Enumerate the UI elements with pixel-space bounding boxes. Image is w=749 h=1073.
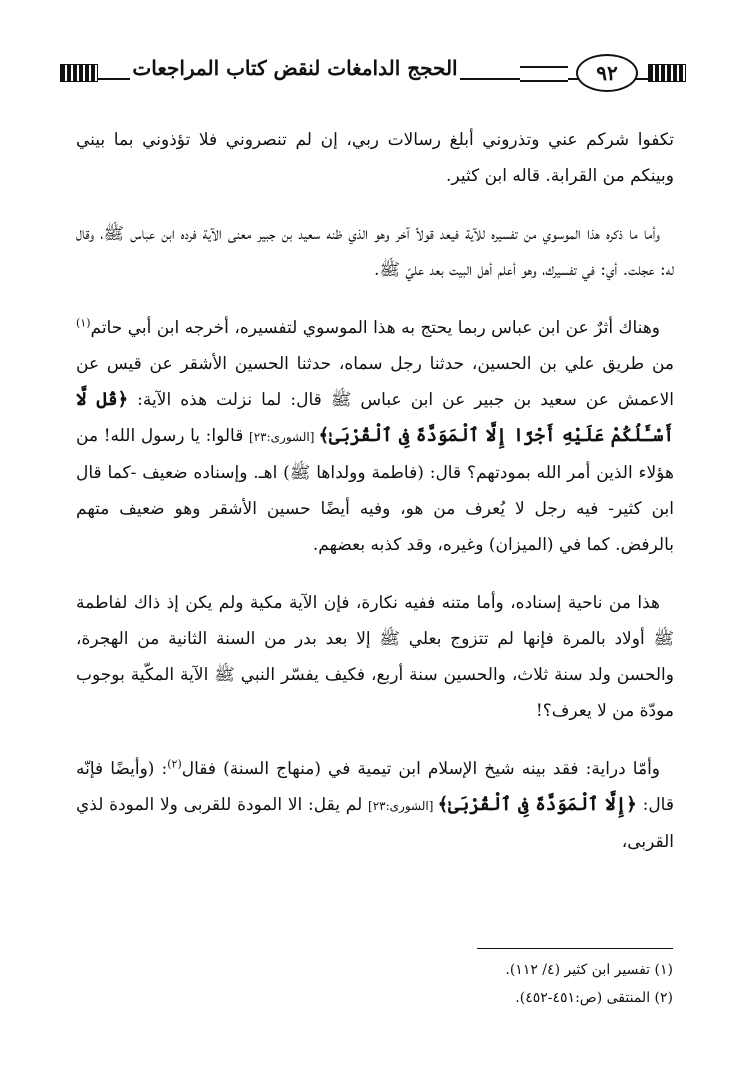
body-text bbox=[76, 122, 674, 882]
running-header bbox=[60, 52, 686, 96]
footnote-2: (٢) المنتقى (ص:٤٥١-٤٥٢). bbox=[515, 990, 673, 1006]
header-ornament-right bbox=[648, 64, 686, 82]
verse-reference-1: [الشورى:٢٣] bbox=[249, 430, 319, 444]
paragraph-3 bbox=[76, 310, 674, 563]
quran-verse-1: ﴿قُل لَّا أَسْـَٔلُكُمْ عَلَيْهِ أَجْرًا إِلَّا ٱلْمَوَدَّةَ فِى ٱلْقُرْبَىٰ﴾ bbox=[76, 389, 674, 446]
header-ornament-middle bbox=[520, 66, 568, 82]
footnote-marker-1: (١) bbox=[76, 316, 91, 330]
footnote-1: (١) تفسير ابن كثير (٤/ ١١٢). bbox=[505, 962, 673, 978]
page-number: ٩٢ bbox=[576, 54, 638, 92]
paragraph-5-text-a: وأمّا دراية: فقد بينه شيخ الإسلام ابن تيمية في (منهاج السنة) فقال bbox=[181, 759, 660, 779]
verse-reference-2: [الشورى:٢٣] bbox=[368, 799, 438, 813]
paragraph-5-text-c: لم يقل: الا المودة للقربى ولا المودة لذي القربى، bbox=[76, 795, 674, 852]
paragraph-3-text-a: وهناك أثرٌ عن ابن عباس ربما يحتج به هذا الموسوي لتفسيره، أخرجه ابن أبي حاتم bbox=[90, 318, 660, 338]
header-ornament-left bbox=[60, 64, 98, 82]
running-title: الحجج الدامغات لنقض كتاب المراجعات bbox=[130, 56, 460, 80]
paragraph-2: وأما ما ذكره هذا الموسوي من تفسيره للآية فيعد قولاً آخر وهو الذي ظنه سعيد بن جبير معنى الآية فرده ابن عباس ﷺ، وقال له: عجلت. أي: في تفسيرك، وهو أعلم أهل البيت بعد عليّ ﷺ. bbox=[76, 224, 674, 280]
paragraph-4: هذا من ناحية إسناده، وأما متنه ففيه نكارة، فإن الآية مكية ولم يكن إذ ذاك لفاطمة ﷺ أولاد بالمرة فإنها لم تتزوج بعلي ﷺ إلا بعد بدر من السنة الثانية من الهجرة، والحسن ولد سنة ثلاث، والحسين سنة أربع، فكيف يفسّر النبي ﷺ الآية المكّية بوجوب مودّة من لا يعرف؟! bbox=[76, 593, 674, 721]
footnote-marker-2: (٢) bbox=[167, 757, 182, 771]
paragraph-5-text-b: : (وأيضًا فإنّه قال: bbox=[76, 759, 674, 815]
footnotes bbox=[75, 956, 673, 1012]
quran-verse-2: ﴿إِلَّا ٱلْمَوَدَّةَ فِى ٱلْقُرْبَىٰ﴾ bbox=[437, 794, 637, 815]
paragraph-1: تكفوا شركم عني وتذروني أبلغ رسالات ربي، إن لم تنصروني فلا تؤذوني بما بيني وبينكم من القرابة. قاله ابن كثير. bbox=[76, 130, 674, 186]
paragraph-5 bbox=[76, 751, 674, 860]
paragraph-3-text-c: قالوا: يا رسول الله! من هؤلاء الذين أمر الله بمودتهم؟ قال: (فاطمة وولداها ﷺ) اهـ. وإسناده ضعيف -كما قال ابن كثير- فيه رجل لا يُعرف من هو، وفيه أيضًا حسين الأشقر وهو ضعيف متهم بالرفض. كما في (الميزان) وغيره، وقد كذبه بعضهم. bbox=[76, 426, 674, 555]
paragraph-3-text-b: من طريق علي بن الحسين، حدثنا رجل سماه، حدثنا الحسين الأشقر عن قيس عن الاعمش عن سعيد بن جبير عن ابن عباس ﷺ قال: لما نزلت هذه الآية: bbox=[76, 354, 674, 410]
footnote-separator bbox=[477, 948, 673, 949]
